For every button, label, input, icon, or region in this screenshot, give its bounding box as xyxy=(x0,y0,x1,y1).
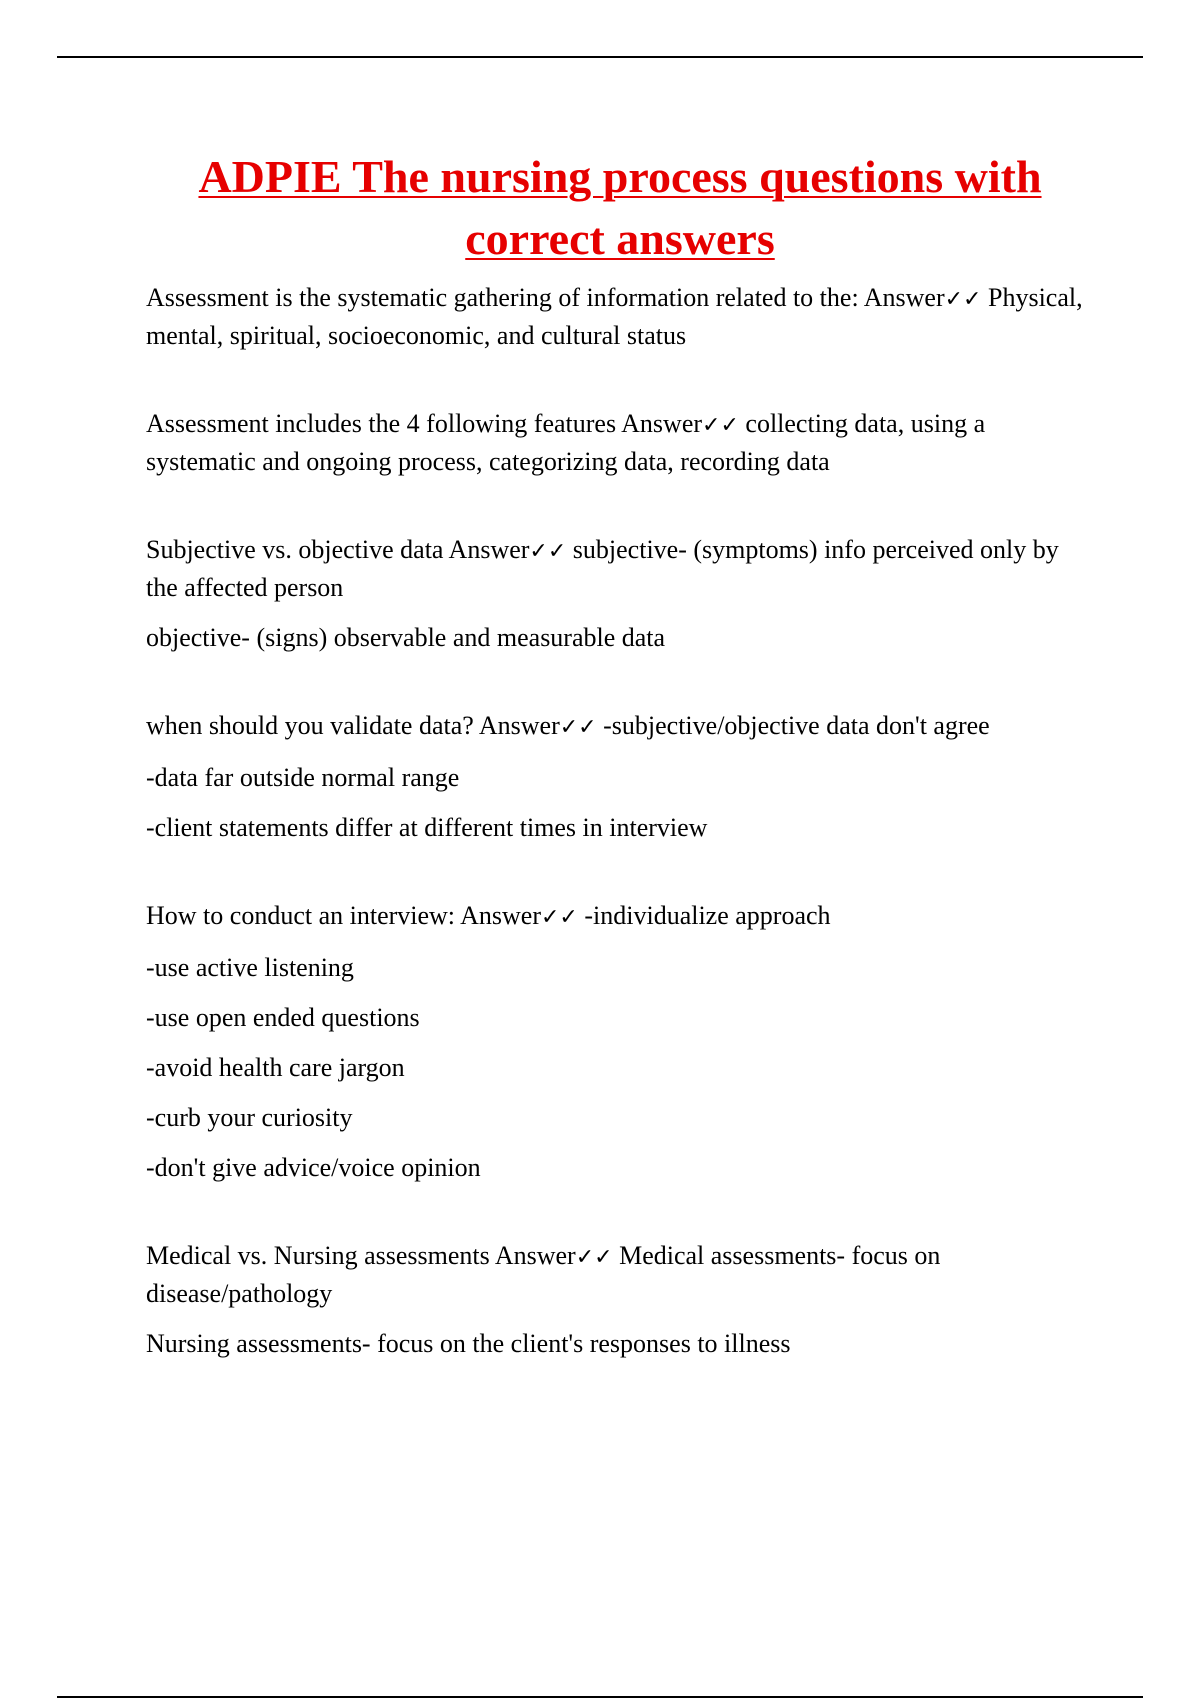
answer-line: -use open ended questions xyxy=(146,1003,420,1032)
question-text: when should you validate data? xyxy=(146,711,474,740)
qa-question-line xyxy=(146,898,1086,936)
document-title: ADPIE The nursing process questions with correct answers xyxy=(198,151,1042,264)
answer-line: -use active listening xyxy=(146,953,354,982)
answer-line: -avoid health care jargon xyxy=(146,1053,405,1082)
answer-label: Answer✓✓ xyxy=(494,1241,613,1270)
answer-text: -individualize approach xyxy=(584,901,831,930)
checkmark-icon: ✓✓ xyxy=(944,287,982,312)
answer-line: objective- (signs) observable and measurable data xyxy=(146,623,666,652)
qa-item xyxy=(146,532,1086,656)
bottom-rule xyxy=(57,1696,1143,1698)
answer-label: Answer✓✓ xyxy=(621,409,739,438)
qa-item xyxy=(146,708,1086,846)
qa-question-line xyxy=(146,532,1086,606)
answer-line: -don't give advice/voice opinion xyxy=(146,1153,481,1182)
checkmark-icon: ✓✓ xyxy=(575,1245,613,1270)
answer-line: -client statements differ at different times in interview xyxy=(146,813,708,842)
answer-line: -curb your curiosity xyxy=(146,1103,353,1132)
question-text: Medical vs. Nursing assessments xyxy=(146,1241,490,1270)
question-text: Subjective vs. objective data xyxy=(146,535,444,564)
qa-list xyxy=(146,280,1086,1376)
answer-label: Answer✓✓ xyxy=(478,711,597,740)
question-text: How to conduct an interview: xyxy=(146,901,456,930)
qa-item xyxy=(146,406,1086,480)
checkmark-icon: ✓✓ xyxy=(559,715,597,740)
answer-text: subjective- (symptoms) info perceived only by the affected person xyxy=(146,535,1059,602)
checkmark-icon: ✓✓ xyxy=(529,539,567,564)
qa-item xyxy=(146,280,1086,354)
answer-text: Medical assessments- focus on disease/pathology xyxy=(146,1241,941,1308)
qa-item xyxy=(146,1238,1086,1362)
answer-text: -subjective/objective data don't agree xyxy=(603,711,990,740)
answer-line: Nursing assessments- focus on the client's responses to illness xyxy=(146,1329,791,1358)
answer-label: Answer✓✓ xyxy=(460,901,578,930)
qa-question-line xyxy=(146,406,1086,480)
qa-question-line xyxy=(146,1238,1086,1312)
answer-label: Answer✓✓ xyxy=(448,535,567,564)
answer-label: Answer✓✓ xyxy=(863,283,982,312)
question-text: Assessment includes the 4 following features xyxy=(146,409,617,438)
answer-line: -data far outside normal range xyxy=(146,763,460,792)
checkmark-icon: ✓✓ xyxy=(540,905,578,930)
qa-item xyxy=(146,898,1086,1186)
top-rule xyxy=(57,56,1143,58)
checkmark-icon: ✓✓ xyxy=(702,413,739,438)
qa-question-line xyxy=(146,708,1086,746)
question-text: Assessment is the systematic gathering of information related to the: xyxy=(146,283,859,312)
answer-text: collecting data, using a systematic and ongoing process, categorizing data, recording data xyxy=(146,409,986,476)
qa-question-line xyxy=(146,280,1086,354)
answer-text: Physical, mental, spiritual, socioeconomic, and cultural status xyxy=(146,283,1083,350)
